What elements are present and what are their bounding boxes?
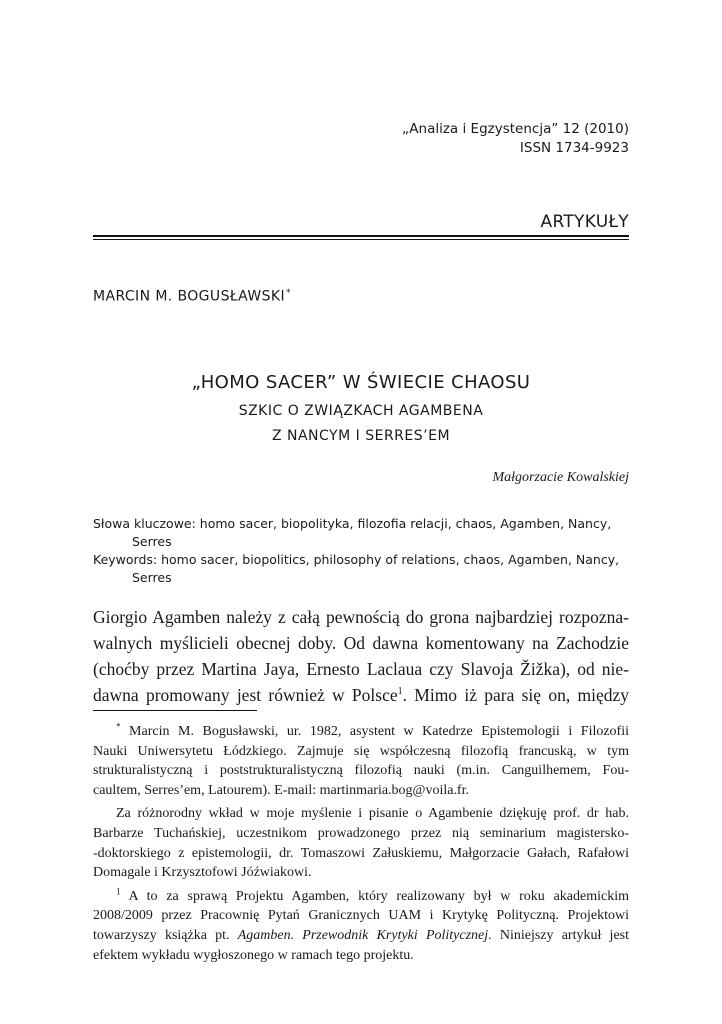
article-subtitle-line2: Z NANCYM I SERRES’EM	[271, 428, 451, 444]
author-name: MARCIN M. BOGUSŁAWSKI	[93, 288, 285, 305]
dedication: Małgorzacie Kowalskiej	[492, 470, 629, 485]
footnote-author	[93, 722, 629, 800]
footnote-mark: *	[116, 721, 121, 732]
footnote-1	[93, 887, 629, 965]
footnote-text: . Niniejszy artykuł jest	[488, 927, 629, 943]
footnote-line: Za różnorodny wkład w moje myślenie i pisanie o Agambenie dziękuję prof. dr hab.	[116, 806, 629, 822]
footnote-line: 2008/2009 przez Pracownię Pytań Granicznych UAM i Krytykę Polityczną. Projektowi	[93, 908, 629, 924]
footnote-line: efektem wykładu wygłoszonego w ramach tego projektu.	[93, 947, 414, 963]
keywords-pl-line2: Serres	[132, 534, 172, 549]
journal-issn: ISSN 1734-9923	[519, 140, 629, 156]
footnote-line: Domagale i Krzysztofowi Jóźwiakowi.	[93, 865, 312, 881]
journal-header	[402, 120, 629, 158]
section-rule-thin	[93, 239, 629, 240]
section-rule-thick	[93, 235, 629, 237]
keywords-en-line2: Serres	[132, 570, 172, 585]
body-paragraph	[93, 604, 629, 708]
footnote-line: Nauki Uniwersytetu Łódzkiego. Zajmuje się współczesną filozofią francuską, w tym	[93, 743, 629, 759]
keywords-en-line1: Keywords: homo sacer, biopolitics, philosophy of relations, chaos, Agamben, Nancy,	[93, 552, 620, 567]
footnote-line: -doktorskiego z epistemologii, dr. Tomaszowi Załuskiemu, Małgorzacie Gałach, Rafałowi	[93, 845, 629, 861]
footnote-text: Marcin M. Bogusławski, ur. 1982, asystent w Katedrze Epistemologii i Filozofii	[129, 724, 629, 739]
article-title: „HOMO SACER” W ŚWIECIE CHAOSU	[191, 372, 531, 393]
keywords-pl-line1: Słowa kluczowe: homo sacer, biopolityka, filozofia relacji, chaos, Agamben, Nancy,	[93, 516, 612, 531]
footnote-rule	[93, 710, 257, 711]
keywords-block	[93, 515, 629, 587]
book-title: Agamben. Przewodnik Krytyki Politycznej	[237, 927, 489, 943]
body-line	[93, 682, 629, 708]
footnote-line: Barbarze Tuchańskiej, uczestnikom prowadzonego przez nią seminarium magistersko-	[93, 825, 629, 841]
footnote-line	[93, 926, 629, 946]
footnote-acknowledgements	[93, 804, 629, 882]
article-subtitle-line1: SZKIC O ZWIĄZKACH AGAMBENA	[238, 403, 484, 419]
footnote-line: caultem, Serres’em, Latourem). E-mail: martinmaria.bog@voila.fr.	[93, 782, 469, 798]
author-line	[93, 288, 291, 305]
body-line: walnych myślicieli obecnej doby. Od dawna komentowany na Zachodzie	[93, 633, 629, 653]
author-footnote-mark: *	[285, 288, 291, 298]
footnote-text: A to za sprawą Projektu Agamben, który realizowany był w roku akademickim	[128, 888, 630, 904]
footnote-line: strukturalistyczną i poststrukturalistyczną filozofią nauki (m.in. Canguilhemem, Fou-	[93, 763, 629, 779]
body-line-text: dawna promowany jest również w Polsce	[93, 685, 398, 705]
footnote-mark: 1	[116, 886, 121, 897]
journal-citation: „Analiza i Egzystencja” 12 (2010)	[402, 121, 629, 137]
body-line: (choćby przez Martina Jaya, Ernesto Laclaua czy Slavoja Žižka), od nie-	[93, 659, 629, 679]
body-line-text: . Mimo iż para się on, między	[402, 685, 629, 705]
section-label: ARTYKUŁY	[540, 212, 629, 232]
footnote-ref: 1	[397, 686, 403, 698]
footnote-line	[93, 887, 629, 907]
body-line: Giorgio Agamben należy z całą pewnością do grona najbardziej rozpozna-	[93, 607, 629, 627]
footnote-text: towarzyszy książka pt.	[93, 927, 238, 943]
footnotes	[93, 722, 629, 969]
footnote-line	[93, 722, 629, 742]
